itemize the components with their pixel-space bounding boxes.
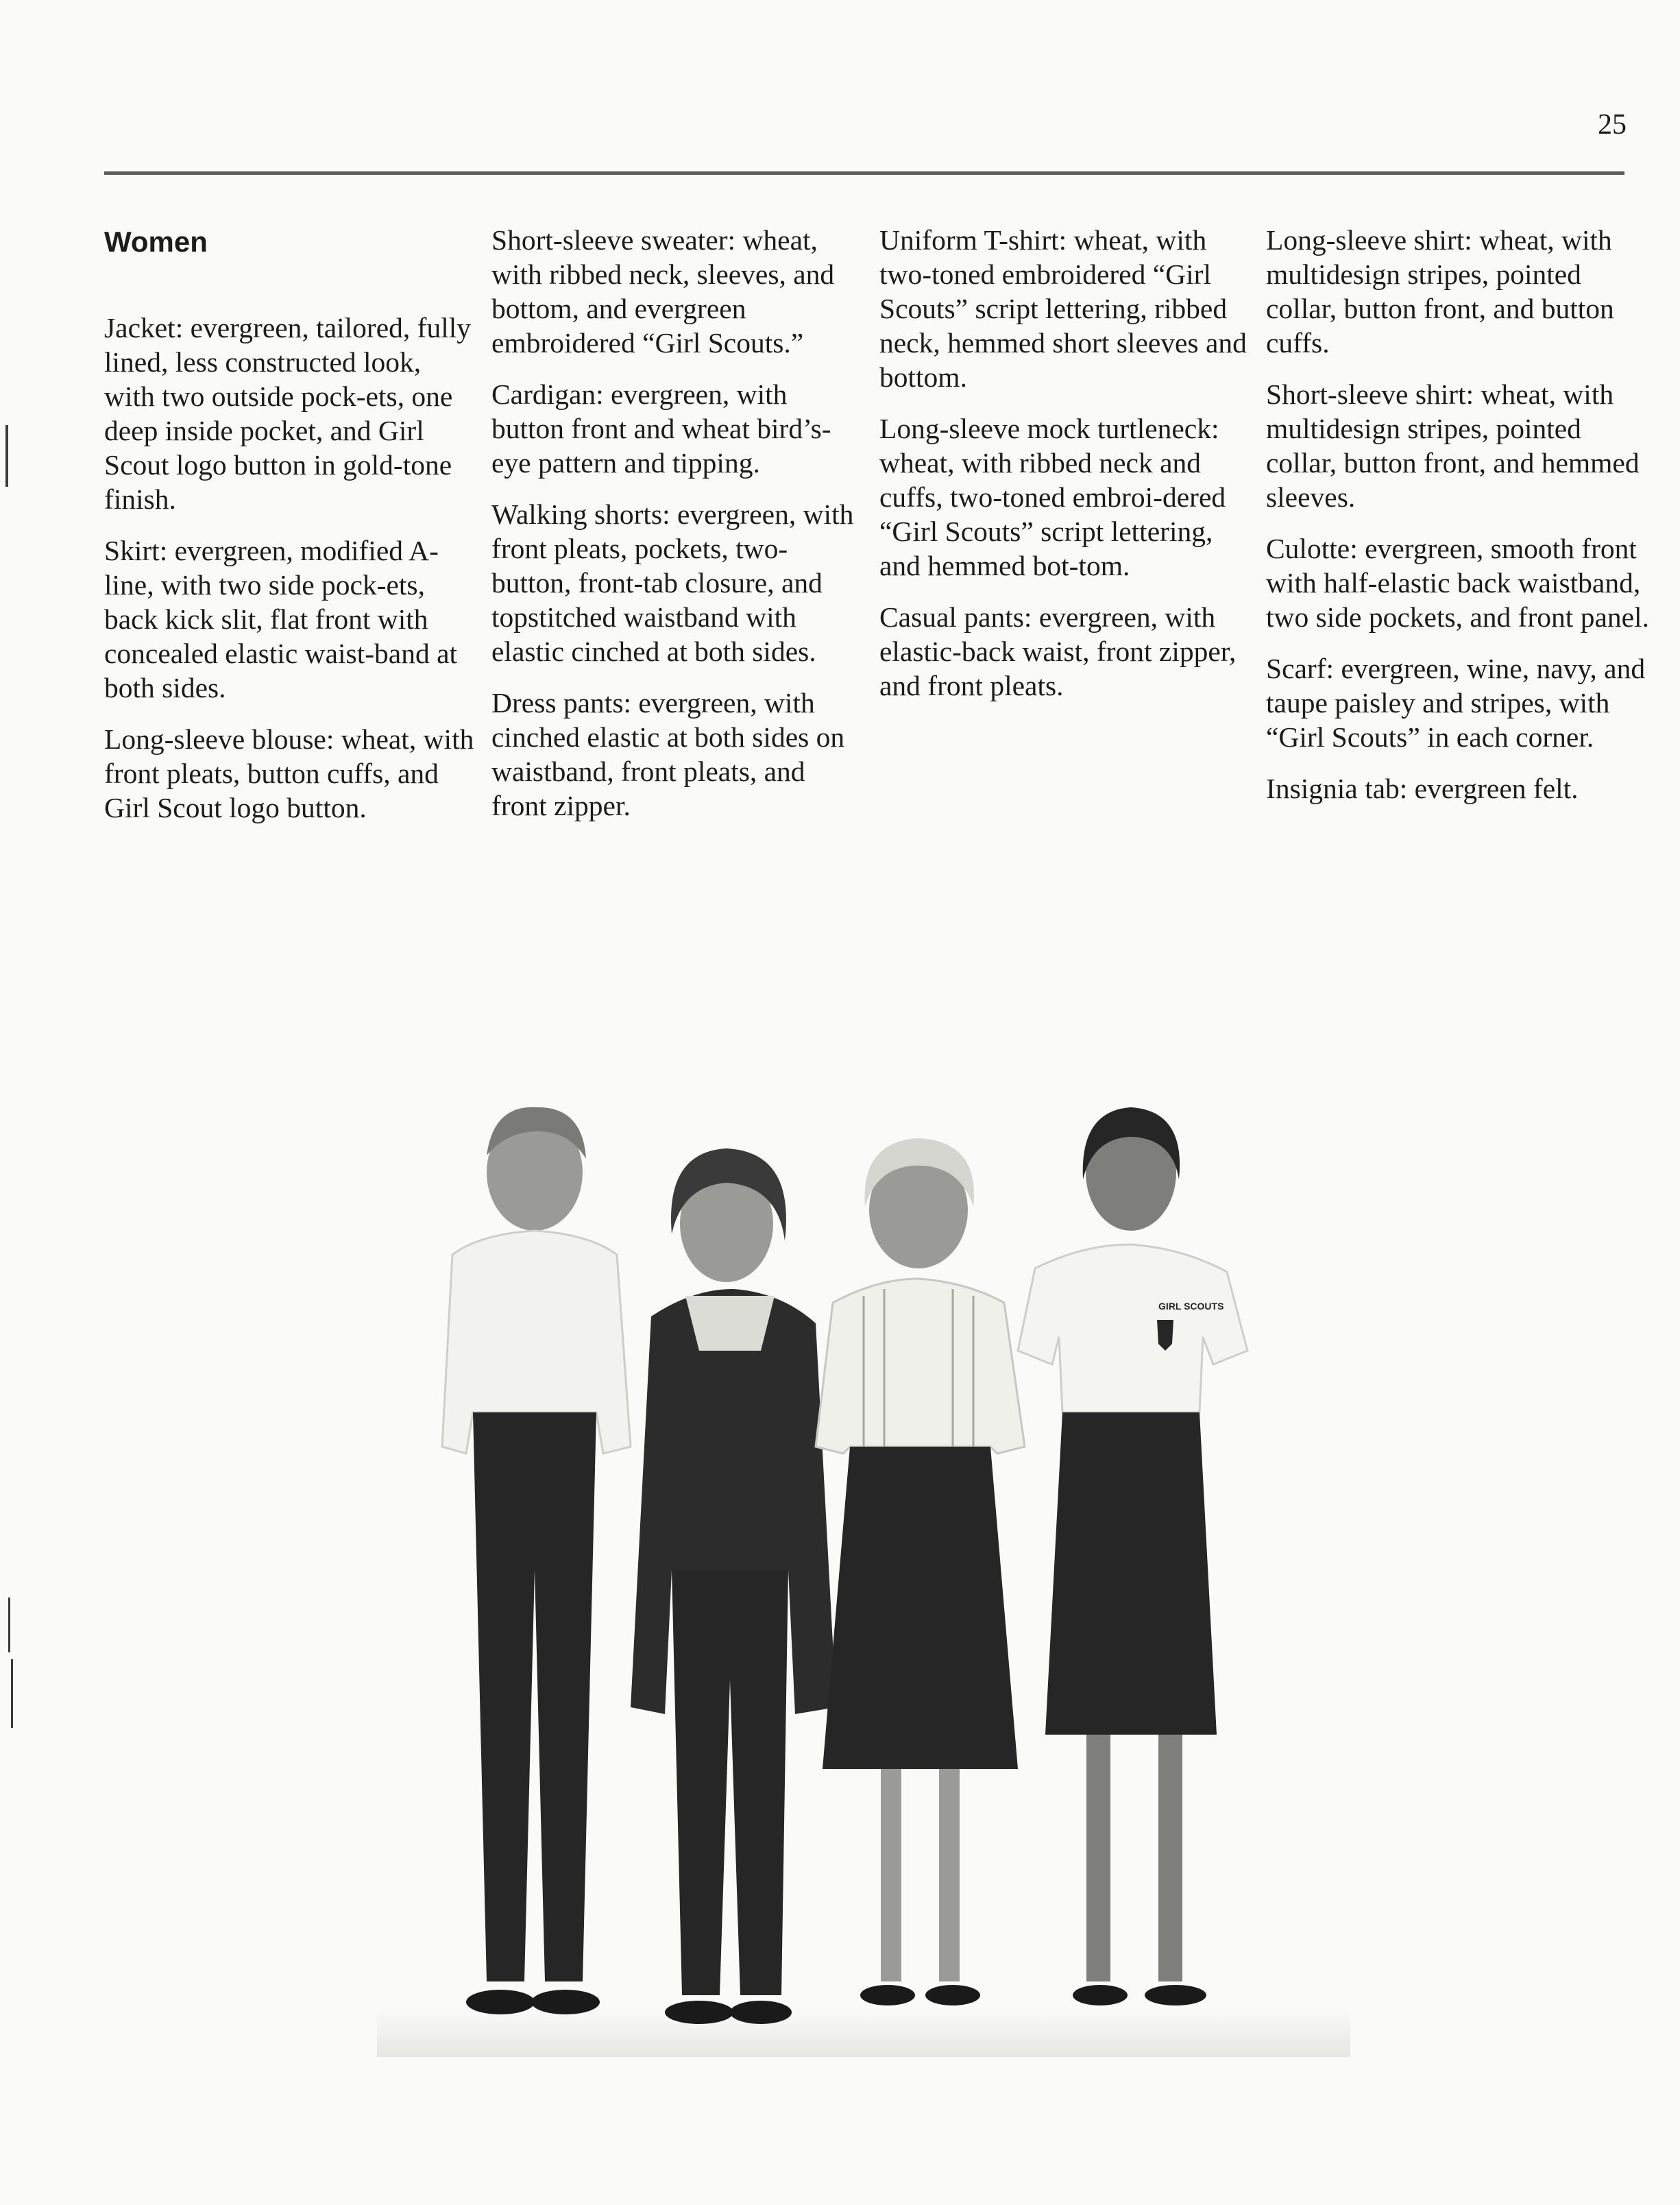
item-description: Short-sleeve shirt: wheat, with multidesign stripes, pointed collar, button front, and hemmed sleeves. [1266,378,1640,513]
badge-text: GIRL SCOUTS [1158,1301,1224,1312]
item-description: Skirt: evergreen, modified A-line, with two side pock-ets, back kick slit, flat front with concealed elastic waist-band at both sides. [104,535,458,703]
item-description: Cardigan: evergreen, with button front and wheat bird’s-eye pattern and tipping. [491,378,831,479]
scan-edge-mark [8,1598,10,1652]
text-column-3 [879,223,1250,720]
item-description: Insignia tab: evergreen felt. [1266,773,1579,804]
uniform-photo [377,1090,1350,2064]
item-description: Scarf: evergreen, wine, navy, and taupe paisley and stripes, with “Girl Scouts” in each corner. [1266,653,1646,753]
item-description: Long-sleeve blouse: wheat, with front pleats, button cuffs, and Girl Scout logo button. [104,723,474,823]
figure-turtleneck-pants [442,1107,631,2014]
text-column-2 [491,223,862,840]
item-description: Uniform T-shirt: wheat, with two-toned embroidered “Girl Scouts” script lettering, ribbed neck, hemmed short sleeves and bottom. [879,224,1247,393]
figure-striped-shirt-skirt [816,1138,1025,2005]
item-description: Jacket: evergreen, tailored, fully lined, less constructed look, with two outside pock-ets, one deep inside pocket, and Girl Scout logo button in gold-tone finish. [104,312,472,515]
item-description: Culotte: evergreen, smooth front with half-elastic back waistband, two side pockets, and front panel. [1266,533,1649,633]
header-rule [104,171,1624,175]
item-description: Long-sleeve mock turtleneck: wheat, with ribbed neck and cuffs, two-toned embroi-dered “Girl Scouts” script lettering, and hemmed bot-tom. [879,413,1226,581]
figure-tshirt-culotte [1018,1107,1247,2005]
item-description: Short-sleeve sweater: wheat, with ribbed neck, sleeves, and bottom, and evergreen embroidered “Girl Scouts.” [491,224,835,359]
item-description: Long-sleeve shirt: wheat, with multidesign stripes, pointed collar, button front, and button cuffs. [1266,224,1614,359]
item-description: Dress pants: evergreen, with cinched elastic at both sides on waistband, front pleats, and front zipper. [491,687,845,821]
item-description: Walking shorts: evergreen, with front pleats, pockets, two-button, front-tab closure, and topstitched waistband with elastic cinched at both sides. [491,498,854,667]
scan-edge-mark [11,1659,13,1728]
section-heading: Women [104,226,208,258]
scan-edge-mark [5,425,8,487]
text-column-1 [104,223,474,842]
text-column-4 [1266,223,1650,823]
figure-cardigan-scarf [631,1148,836,2024]
item-description: Casual pants: evergreen, with elastic-back waist, front zipper, and front pleats. [879,601,1237,701]
page-number: 25 [1598,109,1627,141]
